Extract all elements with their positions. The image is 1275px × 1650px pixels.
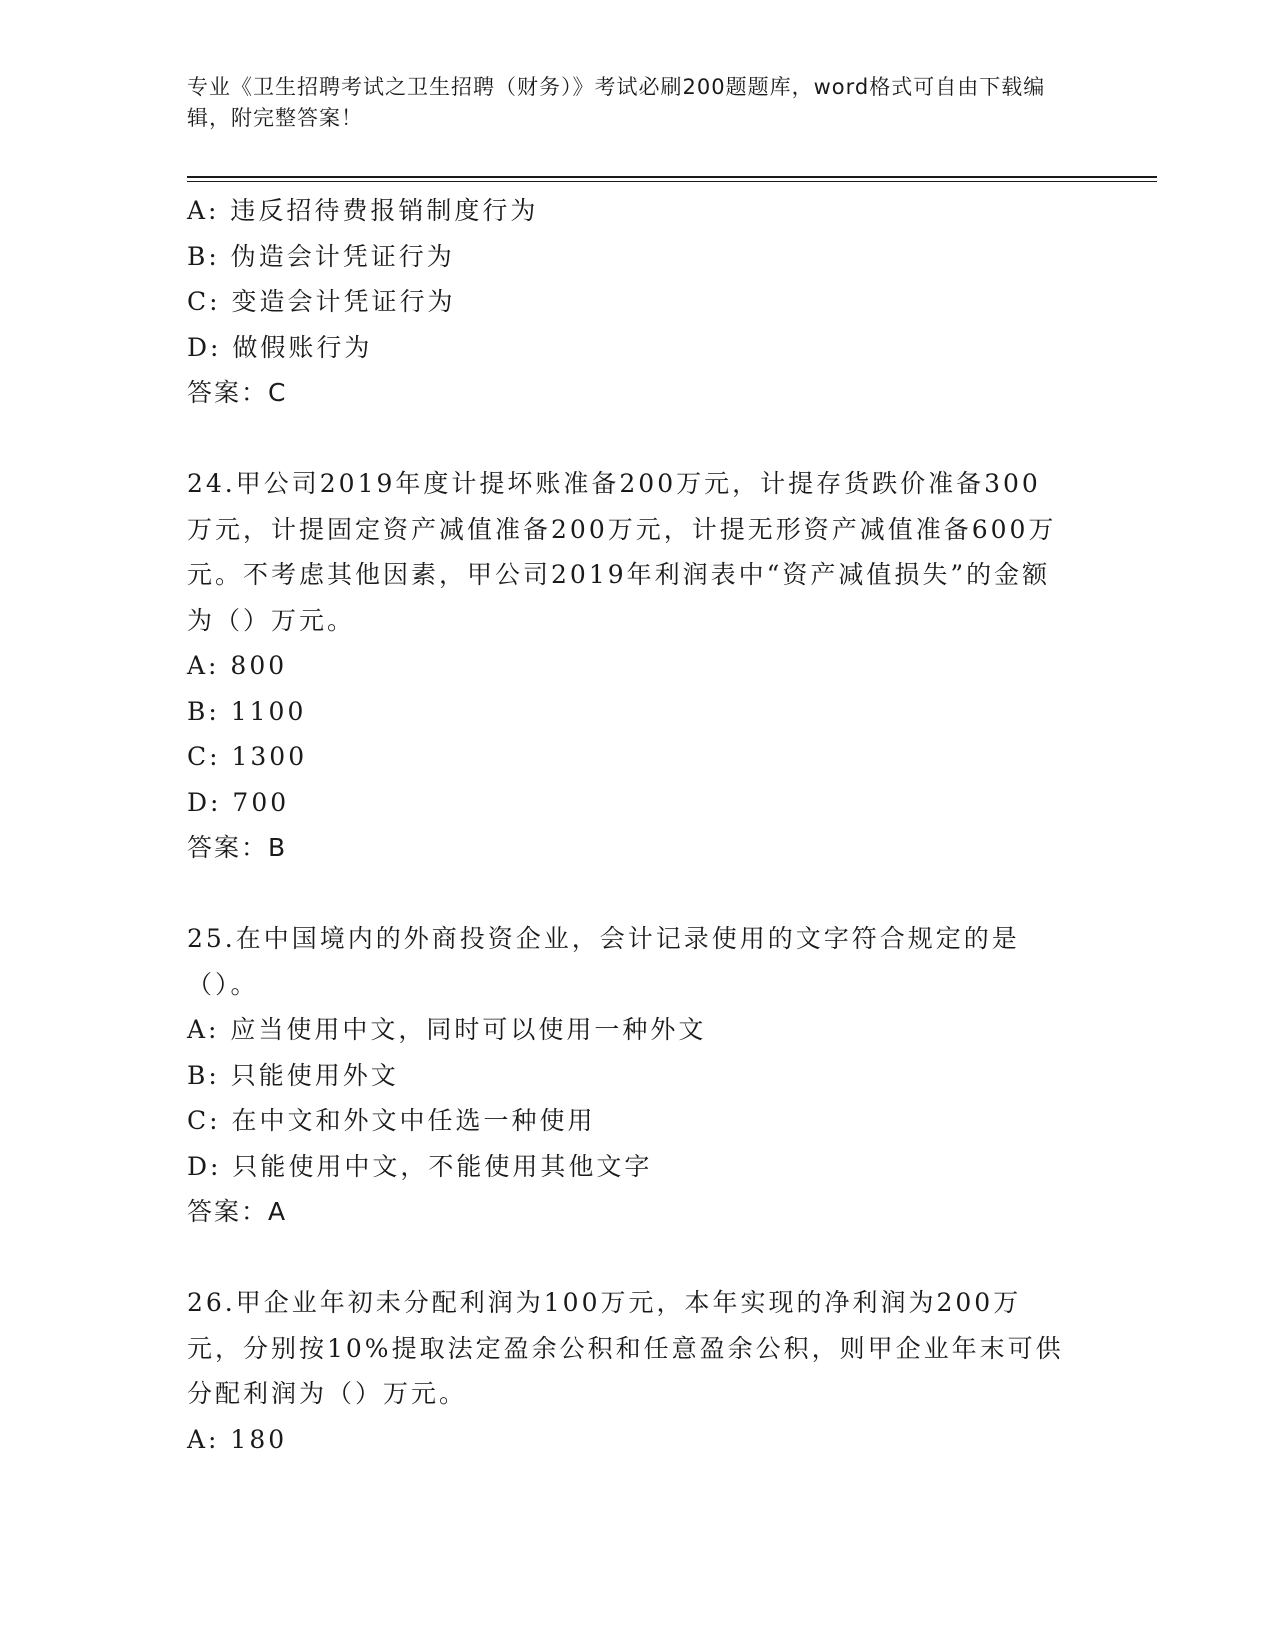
header-divider-thick — [187, 176, 1157, 178]
option-c: C: 变造会计凭证行为 — [187, 287, 456, 316]
option-a: A: 800 — [187, 651, 288, 680]
option-a: A: 180 — [187, 1424, 288, 1454]
option-b: B: 只能使用外文 — [187, 1060, 399, 1090]
option-d: D: 700 — [187, 787, 290, 817]
question-list — [187, 188, 1087, 1462]
spacer — [187, 1235, 1087, 1281]
spacer — [187, 416, 1087, 462]
answer: 答案：A — [187, 1197, 288, 1226]
question-26 — [187, 1280, 1087, 1462]
answer: 答案：C — [187, 378, 288, 407]
document-header: 专业《卫生招聘考试之卫生招聘（财务）》考试必刷200题题库，word格式可自由下载编辑，附完整答案！ — [187, 75, 1046, 130]
question-23 — [187, 188, 1087, 416]
answer: 答案：B — [187, 833, 288, 862]
header-divider-thin — [187, 181, 1157, 182]
option-d: D: 只能使用中文，不能使用其他文字 — [187, 1151, 653, 1181]
question-stem: 25.在中国境内的外商投资企业，会计记录使用的文字符合规定的是（）。 — [187, 924, 1020, 999]
question-24 — [187, 461, 1087, 871]
option-a: A: 应当使用中文，同时可以使用一种外文 — [187, 1015, 707, 1044]
option-c: C: 1300 — [187, 742, 308, 771]
option-b: B: 伪造会计凭证行为 — [187, 241, 455, 271]
question-stem: 24.甲公司2019年度计提坏账准备200万元，计提存货跌价准备300万元，计提固定资产减值准备200万元，计提无形资产减值准备600万元。不考虑其他因素，甲公司2019年利润表中“资产减值损失”的金额为（）万元。 — [187, 469, 1057, 635]
question-25 — [187, 916, 1087, 1235]
question-stem: 26.甲企业年初未分配利润为100万元，本年实现的净利润为200万元，分别按10%提取法定盈余公积和任意盈余公积，则甲企业年末可供分配利润为（）万元。 — [187, 1288, 1064, 1408]
option-d: D: 做假账行为 — [187, 332, 373, 362]
spacer — [187, 871, 1087, 917]
option-c: C: 在中文和外文中任选一种使用 — [187, 1106, 596, 1135]
option-a: A: 违反招待费报销制度行为 — [187, 196, 539, 225]
option-b: B: 1100 — [187, 696, 307, 726]
